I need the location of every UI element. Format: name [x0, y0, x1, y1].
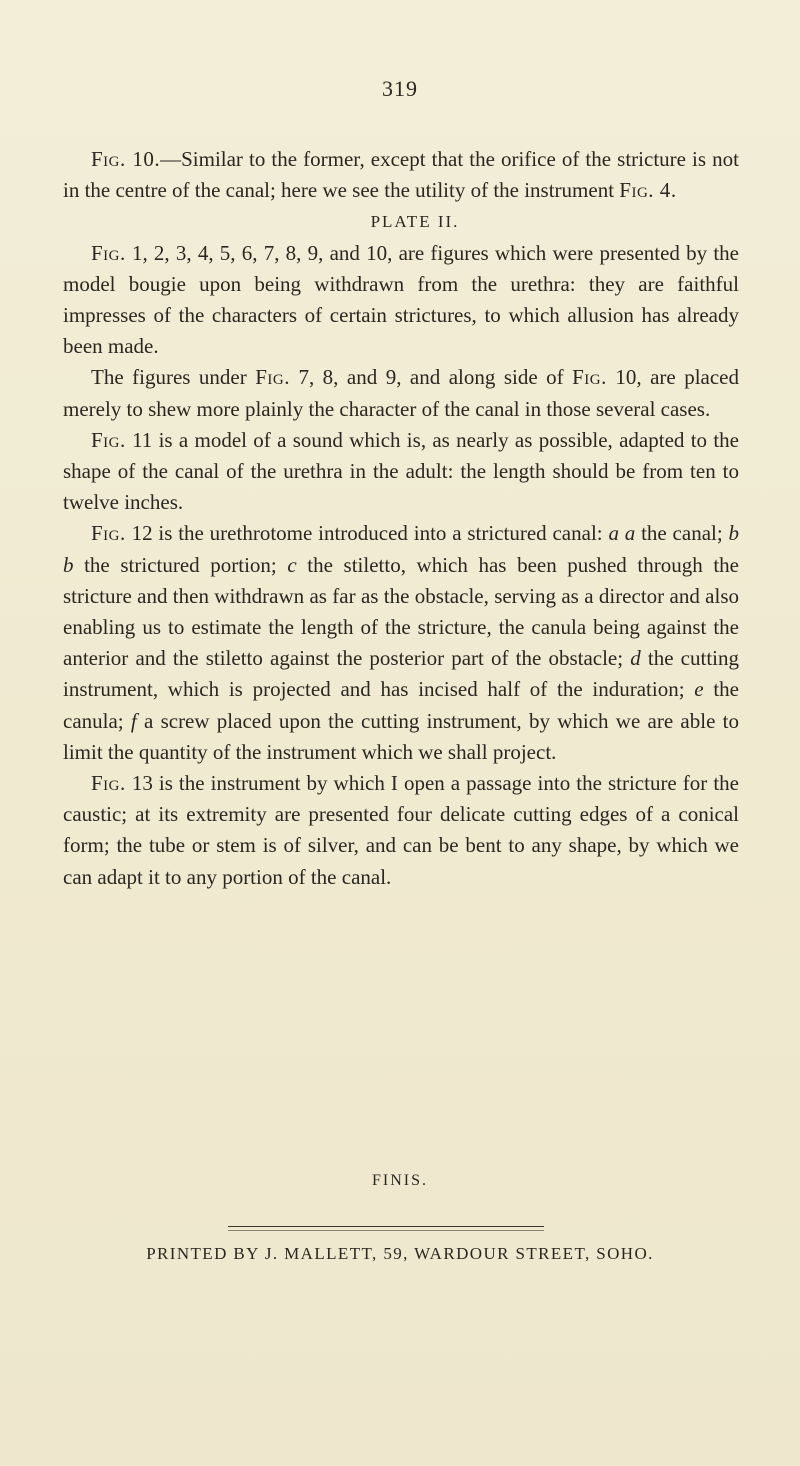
- part-letter: f: [130, 708, 137, 733]
- figure-label: Fig.: [91, 427, 126, 452]
- paragraph-text: the canal;: [635, 521, 729, 546]
- paragraph-text: .: [670, 178, 677, 203]
- figure-label: Fig. 10.: [91, 147, 161, 171]
- paragraph-fig-10: [63, 144, 739, 206]
- paragraph-fig-1-10: [63, 238, 739, 363]
- paragraph-text: 7, 8, and 9, and along side of: [289, 365, 573, 390]
- paragraph-text: 1, 2, 3, 4, 5, 6, 7, 8, 9, and 10, are figures which were presented by the model bougie upon being withdrawn from the urethra: they are faithful impresses of the characters of certain strictures, to which allusion has already been made.: [63, 240, 739, 359]
- paragraph-text: 11 is a model of a sound which is, as nearly as possible, adapted to the shape of the canal of the urethra in the adult: the length should be from ten to twelve inches.: [63, 427, 739, 515]
- paragraph-fig-13: [63, 768, 739, 893]
- divider-rule: [228, 1230, 544, 1231]
- paragraph-text: a screw placed upon the cutting instrument, by which we are able to limit the quantity of the instrument which we shall project.: [63, 708, 739, 764]
- figure-label: Fig.: [91, 240, 126, 265]
- paragraph-fig-12: [63, 518, 739, 768]
- part-letter: c: [287, 552, 297, 577]
- paragraph-text: 10, are placed merely to shew more plainly the character of the canal in those several cases.: [63, 365, 739, 421]
- figure-label: Fig.: [255, 365, 290, 390]
- section-heading: PLATE II.: [370, 212, 460, 232]
- paragraph-text: 12 is the urethrotome introduced into a strictured canal:: [125, 521, 609, 546]
- figure-label: Fig.: [91, 771, 126, 796]
- paragraph-text: The figures under: [91, 365, 256, 390]
- figure-reference: Fig. 4: [619, 178, 671, 203]
- printer-imprint: PRINTED BY J. MALLETT, 59, WARDOUR STREET, SOHO.: [146, 1244, 654, 1263]
- body-text: [63, 144, 739, 893]
- figure-label: Fig.: [91, 521, 126, 546]
- paragraph-text: the canula;: [63, 677, 739, 733]
- part-letter: b b: [63, 521, 739, 577]
- figure-label: Fig.: [572, 365, 607, 390]
- paragraph-fig-7-9: [63, 362, 739, 424]
- paragraph-text: the strictured portion;: [73, 552, 288, 577]
- divider-rule: [228, 1226, 544, 1227]
- page-number: 319: [382, 76, 418, 101]
- paragraph-text: 13 is the instrument by which I open a passage into the stricture for the caustic; at its extremity are presented four delicate cutting edges of a conical form; the tube or stem is of silver, and can be bent to any shape, by which we can adapt it to any portion of the canal.: [63, 771, 739, 889]
- paragraph-fig-11: [63, 425, 739, 519]
- paragraph-text: the cutting instrument, which is projected and has incised half of the induration;: [63, 646, 739, 702]
- part-letter: d: [630, 646, 641, 671]
- paragraph-text: the stiletto, which has been pushed through the stricture and then withdrawn as far as the obstacle, serving as a director and also enabling us to estimate the length of the stricture, the canula being against the anterior and the stiletto against the posterior part of the obstacle;: [63, 552, 739, 671]
- part-letter: e: [694, 677, 704, 702]
- paragraph-text: —Similar to the former, except that the orifice of the stricture is not in the centre of the canal; here we see the utility of the instrument: [63, 147, 739, 203]
- part-letter: a a: [608, 521, 636, 546]
- finis-mark: FINIS.: [371, 1172, 428, 1189]
